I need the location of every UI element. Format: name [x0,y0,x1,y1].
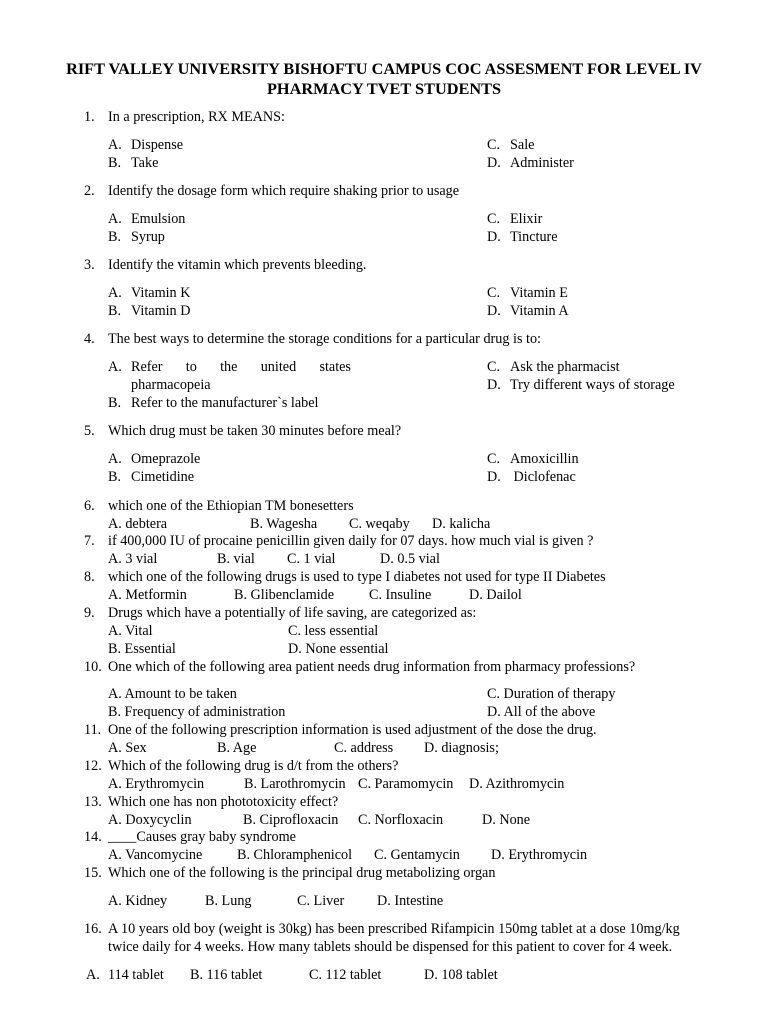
question-text: One of the following prescription information is used adjustment of the dose the drug. [108,722,597,738]
option-c: C. Gentamycin [374,847,460,863]
option-b: B. Take [108,155,159,171]
option-d: D. None [482,812,531,828]
question-number: 4. [84,331,95,347]
option-a: A. Emulsion [108,211,186,227]
question-text-line-1: A 10 years old boy (weight is 30kg) has been prescribed Rifampicin 150mg tablet at a dose 10mg/kg [108,921,680,937]
question-text: The best ways to determine the storage conditions for a particular drug is to: [108,331,541,347]
question-number: 13. [84,794,102,810]
question-number: 11. [84,722,102,738]
option-a: A. Sex [108,740,147,756]
title-line-2: PHARMACY TVET STUDENTS [266,79,501,98]
question-text: Which drug must be taken 30 minutes before meal? [108,423,402,439]
option-a: A. Erythromycin [108,776,205,792]
option-d: D. kalicha [432,516,491,532]
option-a: A. debtera [108,516,168,532]
question-number: 12. [84,758,102,774]
option-d: D. 108 tablet [424,967,498,983]
option-b: B. Vitamin D [108,303,191,319]
option-d: D. Dailol [469,587,522,603]
option-c: C. Insuline [369,587,432,603]
question-text: Which one has non phototoxicity effect? [108,794,339,810]
option-a: A. Dispense [108,137,184,153]
option-d: D. All of the above [487,704,596,720]
option-c: C. Sale [487,137,535,153]
question-number: 7. [84,533,95,549]
question-number: 6. [84,498,95,514]
question-number: 15. [84,865,102,881]
option-a: A. Kidney [108,893,168,909]
question-number: 14. [84,829,102,845]
option-c: C. weqaby [349,516,410,532]
option-d: D. diagnosis; [424,740,499,756]
option-a-justified: Refer to the united states [131,359,351,375]
question-number: 3. [84,257,95,273]
question-number: 2. [84,183,95,199]
option-b: B. Lung [205,893,252,909]
option-a: A. Amount to be taken [108,686,237,702]
question-text: if 400,000 IU of procaine penicillin given daily for 07 days. how much vial is given ? [108,533,594,549]
option-d: D. Administer [487,155,574,171]
option-b: B. Syrup [108,229,165,245]
option-a: A. 3 vial [108,551,158,567]
option-c: C. Ask the pharmacist [487,359,620,375]
question-text: Which one of the following is the principal drug metabolizing organ [108,865,496,881]
option-a: 114 tablet [108,967,164,983]
option-a-letter: A. [86,967,100,983]
question-text: One which of the following area patient needs drug information from pharmacy professions? [108,659,636,675]
option-c: C. Duration of therapy [487,686,616,702]
question-text: Identify the dosage form which require shaking prior to usage [108,183,460,199]
option-d: D. Erythromycin [491,847,588,863]
option-c: C. Paramomycin [358,776,454,792]
question-text-line-2: twice daily for 4 weeks. How many tablets should be dispensed for this patient to cover for 4 week. [108,939,673,955]
option-a: A. Vital [108,623,153,639]
option-a: A. Vitamin K [108,285,191,301]
option-b: B. 116 tablet [190,967,263,983]
question-number: 16. [84,921,102,937]
option-c: C. address [334,740,394,756]
question-number: 10. [84,659,102,675]
option-b: B. Ciprofloxacin [243,812,339,828]
option-a-continued: pharmacopeia [131,377,211,393]
option-d: D. Intestine [377,893,444,909]
question-text: which one of the Ethiopian TM bonesetters [108,498,354,514]
option-c: C. 112 tablet [309,967,382,983]
question-text: Which of the following drug is d/t from the others? [108,758,399,774]
question-number: 5. [84,423,95,439]
option-a: A. Vancomycine [108,847,203,863]
question-text: ____Causes gray baby syndrome [108,829,296,845]
option-c: C. Vitamin E [487,285,568,301]
option-d: D. None essential [288,641,389,657]
option-d: D. Vitamin A [487,303,569,319]
option-c: C. less essential [288,623,379,639]
option-b: B. Wagesha [250,516,318,532]
question-number: 8. [84,569,95,585]
option-b: B. Frequency of administration [108,704,286,720]
option-a-letter: A. [108,359,122,375]
option-c: C. Amoxicillin [487,451,579,467]
question-text: Identify the vitamin which prevents bleeding. [108,257,367,273]
option-c: C. Norfloxacin [358,812,444,828]
option-b: B. Chloramphenicol [237,847,353,863]
question-number: 9. [84,605,95,621]
option-d: D. 0.5 vial [380,551,440,567]
option-b: B. Age [217,740,257,756]
question-text: which one of the following drugs is used to type I diabetes not used for type II Diabetes [108,569,606,585]
option-a: A. Omeprazole [108,451,201,467]
option-c: C. 1 vial [287,551,336,567]
option-b: B. vial [217,551,255,567]
option-a: A. Metformin [108,587,187,603]
question-text: Drugs which have a potentially of life saving, are categorized as: [108,605,477,621]
option-b: B. Cimetidine [108,469,195,485]
option-c: C. Elixir [487,211,543,227]
option-d: D. Azithromycin [469,776,565,792]
option-b: B. Glibenclamide [234,587,335,603]
option-b: B. Essential [108,641,176,657]
question-number: 1. [84,109,95,125]
option-b: B. Refer to the manufacturer`s label [108,395,319,411]
document-title [0,59,768,99]
option-d: D. Tincture [487,229,558,245]
option-d: D. Try different ways of storage [487,377,675,393]
option-a: A. Doxycyclin [108,812,192,828]
option-b: B. Larothromycin [244,776,346,792]
question-text: In a prescription, RX MEANS: [108,109,285,125]
option-d: D. Diclofenac [487,469,576,485]
option-c: C. Liver [297,893,345,909]
title-line-1: RIFT VALLEY UNIVERSITY BISHOFTU CAMPUS COC ASSESMENT FOR LEVEL IV [66,59,702,78]
